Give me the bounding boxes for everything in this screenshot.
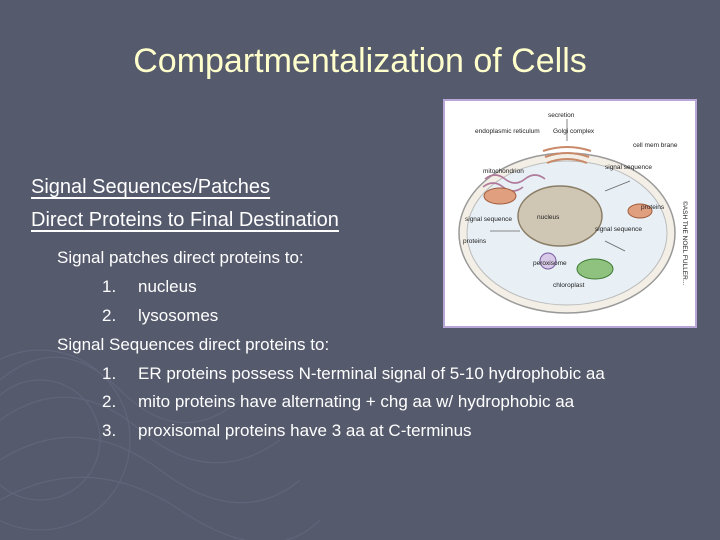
- list-item: [102, 364, 605, 384]
- patches-intro: Signal patches direct proteins to:: [57, 248, 304, 267]
- list-item: [102, 306, 218, 326]
- label-signal-sequence-lower: signal sequence: [595, 226, 642, 233]
- list-number: 1.: [102, 277, 117, 296]
- list-text: ER proteins possess N-terminal signal of 5-10 hydrophobic aa: [138, 364, 605, 383]
- list-text: proxisomal proteins have 3 aa at C-terminus: [138, 421, 472, 440]
- sequences-intro: Signal Sequences direct proteins to:: [57, 335, 330, 354]
- chloroplast-shape: [577, 259, 613, 279]
- label-proteins-left: proteins: [463, 238, 487, 245]
- nucleus-shape: [518, 186, 602, 246]
- list-number: 2.: [102, 306, 117, 325]
- mitochondrion-shape: [484, 188, 516, 204]
- list-item: [102, 277, 197, 297]
- heading-line-1: Signal Sequences/Patches: [31, 176, 271, 198]
- label-cell-membrane: cell mem brane: [633, 142, 678, 149]
- list-item: [102, 392, 574, 412]
- label-secretion: secretion: [548, 112, 575, 119]
- label-signal-sequence-left: signal sequence: [465, 216, 512, 223]
- list-text: lysosomes: [138, 306, 219, 325]
- label-proteins-right: proteins: [641, 204, 665, 211]
- list-item: [102, 421, 472, 441]
- list-number: 3.: [102, 421, 117, 440]
- label-peroxisome: peroxisome: [533, 260, 567, 267]
- label-nucleus: nucleus: [537, 214, 560, 221]
- cell-diagram: [445, 101, 695, 326]
- label-golgi: Golgi complex: [553, 128, 595, 135]
- label-chloroplast: chloroplast: [553, 282, 585, 289]
- label-endoplasmic-reticulum: endoplasmic reticulum: [475, 128, 540, 135]
- list-number: 2.: [102, 392, 117, 411]
- list-text: mito proteins have alternating + chg aa w/ hydrophobic aa: [138, 392, 575, 411]
- slide-title: Compartmentalization of Cells: [133, 42, 587, 80]
- label-signal-sequence-right: signal sequence: [605, 164, 652, 171]
- figure-credit: ©ASH THE NOEL FULLER...: [681, 201, 688, 286]
- heading-line-2: Direct Proteins to Final Destination: [31, 209, 339, 231]
- cell-diagram-figure: [443, 99, 697, 328]
- list-text: nucleus: [138, 277, 197, 296]
- list-number: 1.: [102, 364, 117, 383]
- label-mitochondrion: mitochondrion: [483, 168, 524, 175]
